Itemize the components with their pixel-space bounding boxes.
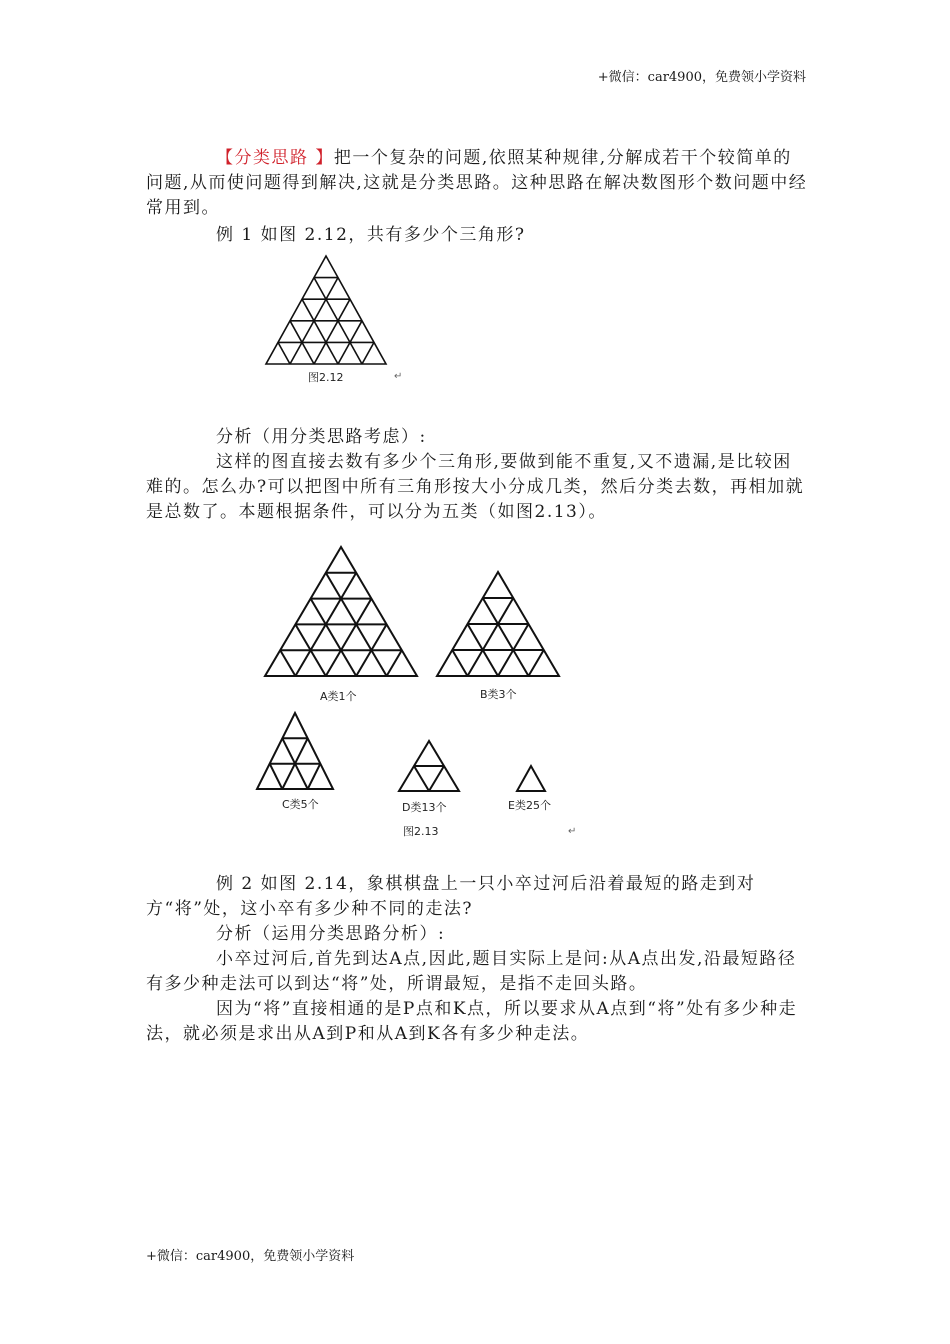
class-b-triangle [437, 572, 559, 676]
intro-text: 把一个复杂的问题,依照某种规律,分解成若干个较简单的问题,从而使问题得到解决,这就是分类思路。这种思路在解决数图形个数问题中经常用到。 [146, 148, 808, 218]
example-1-question: 例 1 如图 2.12，共有多少个三角形? [216, 225, 526, 245]
class-e-triangle [517, 766, 545, 791]
intro-tag: 【分类思路 】 [216, 148, 334, 168]
triangle-classes-diagram [250, 540, 590, 840]
analysis-2-paragraph-1: 小卒过河后,首先到达A点,因此,题目实际上是问:从A点出发,沿最短路径有多少种走法可以到达“将”处，所谓最短，是指不走回头路。 [146, 949, 797, 994]
figure-2-13 [250, 540, 590, 840]
class-a-label: A类1个 [320, 690, 357, 703]
figure-2-13-caption: 图2.13 [403, 825, 439, 838]
analysis-2-paragraph-2: 因为“将”直接相通的是P点和K点，所以要求从A点到“将”处有多少种走法，就必须是求出从A到P和从A到K各有多少种走法。 [146, 999, 798, 1044]
figure-2-12-caption: 图2.12 [308, 371, 344, 384]
page-header: +微信：car4900，免费领小学资料 [597, 70, 806, 85]
analysis-1-text: 这样的图直接去数有多少个三角形,要做到能不重复,又不遗漏,是比较困难的。怎么办?可以把图中所有三角形按大小分成几类，然后分类去数，再相加就是总数了。本题根据条件，可以分为五类（如图2.13）。 [146, 452, 805, 522]
analysis-2-title: 分析（运用分类思路分析）: [216, 924, 446, 944]
class-a-triangle [265, 547, 417, 676]
page-footer: +微信：car4900，免费领小学资料 [146, 1249, 355, 1264]
class-d-triangle [399, 741, 459, 791]
return-mark: ↵ [568, 826, 577, 837]
triangle-grid-5 [262, 254, 412, 384]
class-e-label: E类25个 [508, 799, 551, 812]
class-c-triangle [257, 713, 333, 789]
class-c-label: C类5个 [282, 798, 319, 811]
analysis-1-title: 分析（用分类思路考虑）: [216, 427, 427, 447]
figure-2-12 [262, 254, 412, 384]
return-mark: ↵ [394, 371, 403, 382]
example-2-question: 例 2 如图 2.14，象棋棋盘上一只小卒过河后沿着最短的路走到对方“将”处，这小卒有多少种不同的走法? [146, 874, 756, 919]
class-b-label: B类3个 [480, 688, 517, 701]
class-d-label: D类13个 [402, 801, 447, 814]
intro-paragraph [146, 146, 810, 221]
